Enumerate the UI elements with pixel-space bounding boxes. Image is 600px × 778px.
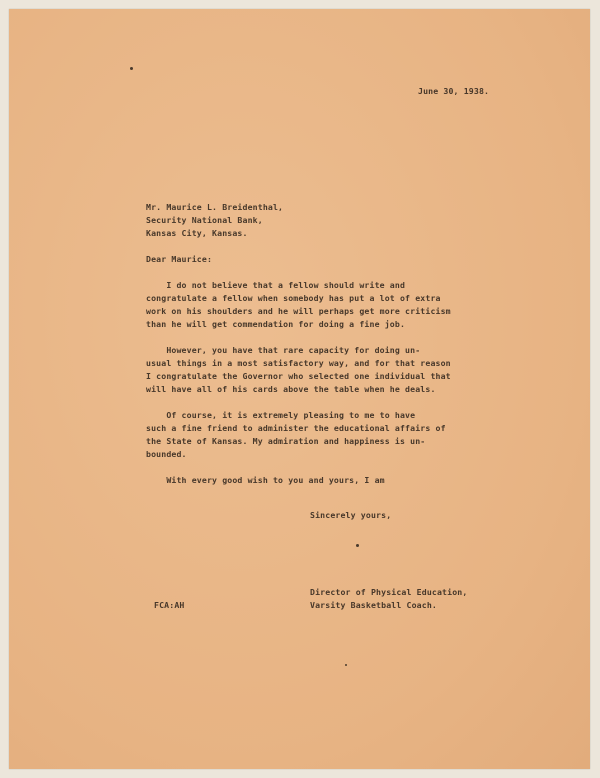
signature-subtitle: Varsity Basketball Coach. xyxy=(310,600,437,610)
body-line: usual things in a most satisfactory way, and for that reason xyxy=(146,358,451,368)
recipient-bank: Security National Bank, xyxy=(146,215,263,225)
letter-page xyxy=(9,9,590,769)
body-line: bounded. xyxy=(146,449,187,459)
body-line: such a fine friend to administer the educational affairs of xyxy=(146,423,446,433)
body-line: I congratulate the Governor who selected one individual that xyxy=(146,371,451,381)
closing: Sincerely yours, xyxy=(310,510,392,520)
letter-date: June 30, 1938. xyxy=(418,86,490,96)
body-line: will have all of his cards above the table when he deals. xyxy=(146,384,436,394)
body-line: I do not believe that a fellow should write and xyxy=(146,280,406,290)
body-line: work on his shoulders and he will perhaps get more criticism xyxy=(146,306,451,316)
typist-initials: FCA:AH xyxy=(154,600,185,610)
body-line: the State of Kansas. My admiration and happiness is un- xyxy=(146,436,426,446)
body-line: congratulate a fellow when somebody has put a lot of extra xyxy=(146,293,441,303)
body-line: However, you have that rare capacity for doing un- xyxy=(146,345,421,355)
body-line: Of course, it is extremely pleasing to me to have xyxy=(146,410,416,420)
ink-speck xyxy=(345,664,347,666)
body-line: than he will get commendation for doing a fine job. xyxy=(146,319,406,329)
signature-title: Director of Physical Education, xyxy=(310,587,468,597)
ink-speck xyxy=(130,67,133,70)
recipient-city: Kansas City, Kansas. xyxy=(146,228,248,238)
recipient-name: Mr. Maurice L. Breidenthal, xyxy=(146,202,284,212)
ink-speck xyxy=(356,544,359,547)
body-line: With every good wish to you and yours, I am xyxy=(146,475,385,485)
salutation: Dear Maurice: xyxy=(146,254,213,264)
